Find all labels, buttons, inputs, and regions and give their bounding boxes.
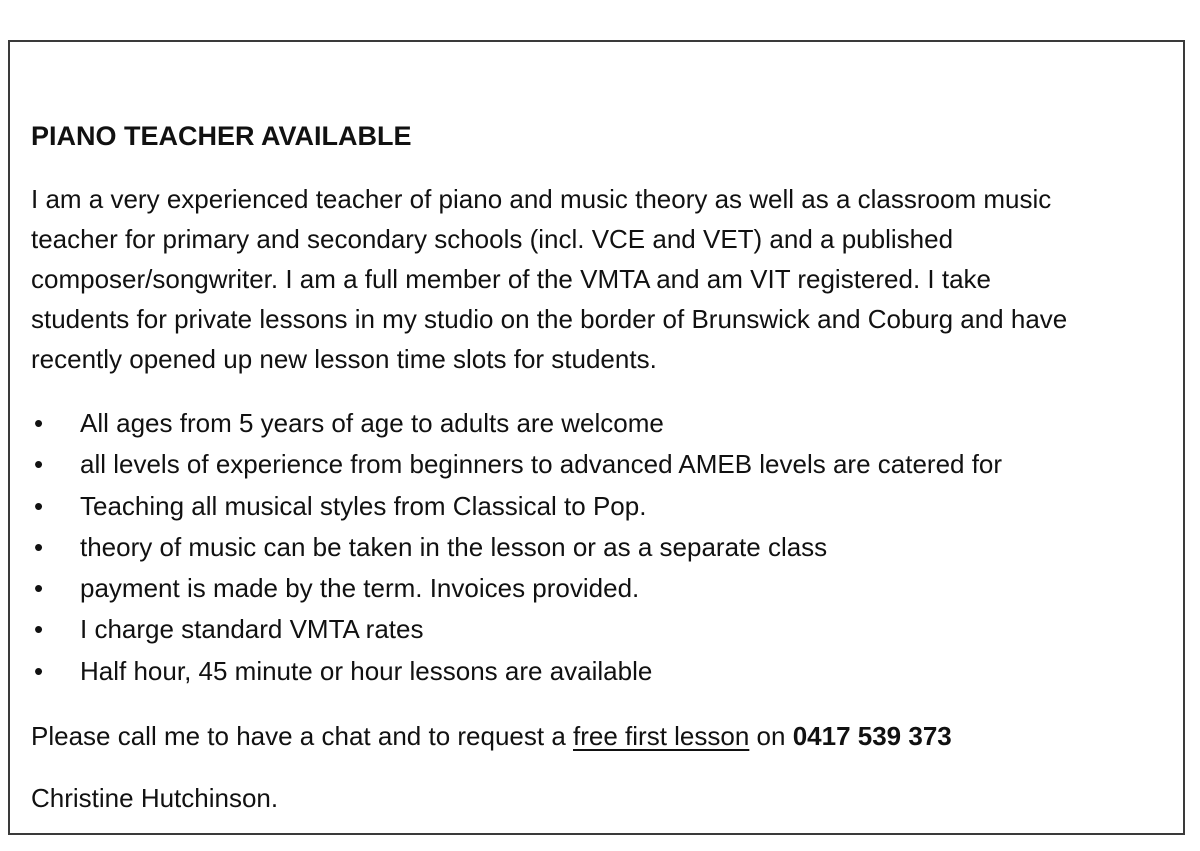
list-item-text: Teaching all musical styles from Classical to Pop. [80,490,647,521]
list-item-text: Half hour, 45 minute or hour lessons are available [80,655,653,686]
document-content [31,119,1171,818]
signature: Christine Hutchinson. [31,783,279,814]
document-title: PIANO TEACHER AVAILABLE [31,121,412,151]
bullet-icon: • [34,408,44,438]
list-item [31,527,1171,568]
bullet-icon: • [34,573,44,604]
list-item-text: payment is made by the term. Invoices provided. [80,573,640,604]
list-item [31,609,1171,650]
list-item-text: I charge standard VMTA rates [80,614,424,645]
phone-number: 0417 539 373 [792,721,952,752]
list-item [31,568,1171,609]
bullet-icon: • [34,490,44,521]
bullet-icon: • [34,449,44,480]
bullet-icon: • [34,655,44,686]
list-item [31,444,1171,485]
intro-line: I am a very experienced teacher of piano and music theory as well as a classroom music [31,184,1052,214]
free-first-lesson-text: free first lesson [573,721,750,752]
contact-prefix: Please call me to have a chat and to request a [31,721,574,752]
contact-middle: on [749,721,793,752]
list-item-text: All ages from 5 years of age to adults are welcome [80,408,664,438]
list-item [31,403,1171,444]
bullet-icon: • [34,614,44,645]
document-frame [8,40,1185,835]
list-item [31,486,1171,527]
contact-line [31,716,1171,756]
intro-line: composer/songwriter. I am a full member of the VMTA and am VIT registered. I take [31,264,991,294]
intro-line: teacher for primary and secondary schools (incl. VCE and VET) and a published [31,224,954,254]
list-item-text: theory of music can be taken in the lesson or as a separate class [80,531,828,562]
list-item-text: all levels of experience from beginners to advanced AMEB levels are catered for [80,449,1003,480]
intro-paragraph [31,179,1171,379]
feature-list [31,403,1171,692]
bullet-icon: • [34,531,44,562]
intro-line: recently opened up new lesson time slots for students. [31,344,657,374]
intro-line: students for private lessons in my studio on the border of Brunswick and Coburg and have [31,304,1068,334]
list-item [31,651,1171,692]
